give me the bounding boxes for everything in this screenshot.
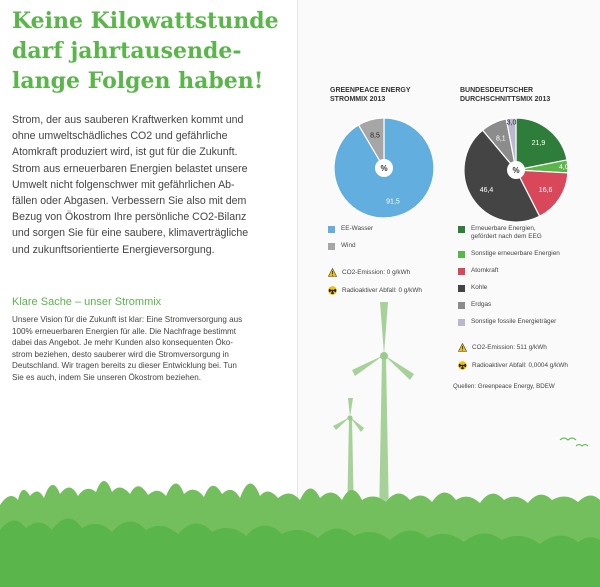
legend-label: Sonstige fossile Energieträger [471,318,557,325]
chart-title-line: DURCHSCHNITTSMIX 2013 [460,96,551,103]
headline-line: lange Folgen haben! [12,68,264,94]
wind-turbine-large [352,302,414,520]
legend-label: Sonstige erneuerbare Energien [471,250,560,257]
legend-label: EE-Wasser [341,225,374,232]
headline-line: Keine Kilowattstunde [12,8,279,34]
section-line: Unsere Vision für die Zukunft ist klar: Eine Stromversorgung aus [12,315,243,324]
pie-slice-label: 3,0 [506,119,517,127]
intro-line: Umwelt nicht folgenschwer mit gefährlichen Ab- [12,178,235,191]
pie-slice-label: 8,1 [495,135,506,143]
section-line: Deutschland. Wir tragen bereits zu dieser Entwicklung bei. Tun [12,361,237,370]
pie-slice-label: 46,4 [479,187,494,195]
legend-label: Kohle [471,284,488,291]
co2-emission-text: CO2-Emission: 0 g/kWh [342,269,411,276]
intro-line: Strom aus erneuerbaren Energien belastet unsere [12,162,248,175]
legend-label: Wind [341,242,356,249]
intro-line: Strom, der aus sauberen Kraftwerken kommt und [12,114,244,126]
sources-note: Quellen: Greenpeace Energy, BDEW [453,383,555,390]
section-line: strom beziehen, desto sauberer wird die Stromversorgung in [12,349,229,359]
section-title: Klare Sache – unser Strommix [12,296,162,308]
chart-title-line: GREENPEACE ENERGY [330,87,411,94]
pie-slice-label: 16,6 [538,186,553,194]
section-line: 100% erneuerbaren Energien für alle. Die Nachfrage bestimmt [12,326,237,336]
pie-slice-label: 4,0 [559,164,569,172]
intro-line: ohne umweltschädliches CO2 und gefährliche [12,130,228,143]
intro-line: und zukunftsorientierte Energieversorgung. [12,243,215,256]
co2-emission-text: CO2-Emission: 511 g/kWh [472,344,547,351]
pie-slice-label: 91,5 [386,198,400,206]
pie-slice-label: 21,9 [531,140,546,148]
radioactive-waste-text: Radioaktiver Abfall: 0,0004 g/kWh [472,362,568,369]
chart-title-line: BUNDESDEUTSCHER [460,87,534,94]
intro-line: fällen oder Abgasen. Verbessern Sie also mit dem [12,195,247,208]
section-line: Sie es auch, indem Sie unseren Ökostrom beziehen. [12,372,201,382]
pie-slice-label: 8,5 [370,132,380,140]
headline-line: darf jahrtausende- [12,38,242,64]
intro-line: und sorgen Sie für eine saubere, klimaverträgliche [12,227,249,240]
radioactive-waste-text: Radioaktiver Abfall: 0 g/kWh [342,287,422,294]
birds [560,438,588,446]
intro-line: Atomkraft produziert wird, ist gut für die Zukunft. [12,146,238,159]
pie-center-label: % [380,164,388,173]
legend-label: Erneuerbare Energien, gefördert nach dem EEG [471,225,542,240]
intro-line: Bezug von Ökostrom Ihre persönliche CO2-Bilanz [12,211,247,224]
pie-center-label: % [512,166,520,175]
legend-label: Erdgas [471,301,492,308]
section-line: dabei das Angebot. Je mehr Kunden also konsequenten Öko- [12,338,233,347]
chart-title-line: STROMMIX 2013 [330,96,386,103]
legend-label: Atomkraft [471,267,499,274]
